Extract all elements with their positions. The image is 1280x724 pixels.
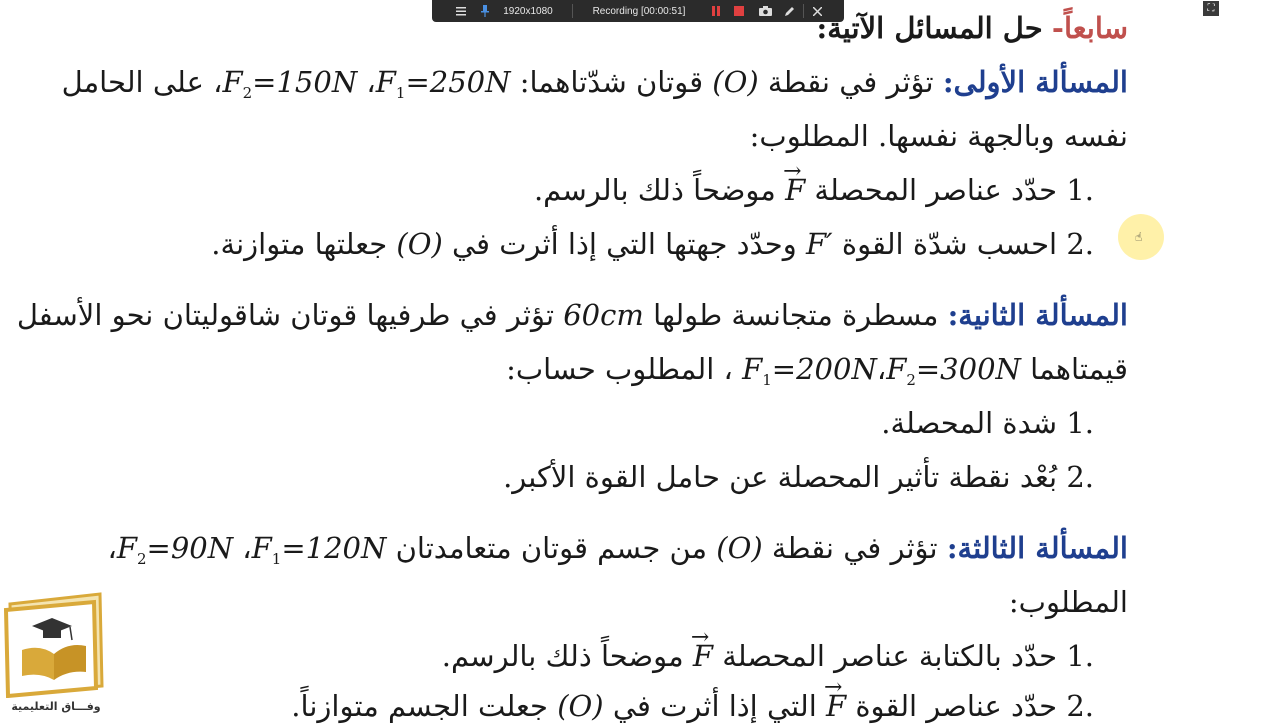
problem1-label: المسألة الأولى:	[942, 65, 1128, 99]
section-label: سابعاً-	[1051, 11, 1128, 45]
menu-icon[interactable]	[454, 0, 468, 22]
problem1-text: ، على الحامل	[61, 65, 223, 99]
force-f2: $F_2=90N$	[116, 531, 234, 568]
force-f1: $F_1=200N$	[742, 352, 877, 389]
section-title: حل المسائل الآتية:	[816, 11, 1043, 45]
vector-f: → F	[693, 638, 713, 674]
force-f2: $F_2=150N$	[222, 65, 358, 102]
vector-f-prime: F′	[805, 227, 833, 261]
point-o: (O)	[716, 531, 763, 565]
problem1-item1: 1. حدّد عناصر المحصلة → F موضحاً ذلك بالرسم.	[534, 172, 1094, 208]
force-f1: $F_1=120N$	[251, 531, 387, 568]
logo-text: وفـــاق التعليمية	[11, 700, 101, 713]
wefaq-logo	[2, 590, 110, 702]
problem3-item1: 1. حدّد بالكتابة عناصر المحصلة → F موضحاً ذلك بالرسم.	[442, 638, 1094, 674]
recording-status: Recording [00:00:51]	[592, 5, 686, 17]
length-value: 60cm	[563, 298, 644, 332]
problem3-line2: المطلوب:	[1008, 585, 1128, 619]
force-f1: $F_1=250N$	[375, 65, 511, 102]
problem3-item2: 2. حدّد عناصر القوة → F التي إذا أثرت في (O) جعلت الجسم متوازناً.	[291, 688, 1094, 724]
vector-f: → F	[785, 172, 805, 208]
pause-icon[interactable]	[708, 0, 724, 22]
resolution-label: 1920x1080	[503, 5, 553, 17]
problem2-line2: قيمتاهما $F_2=300N،F_1=200N$ ، المطلوب حساب:	[506, 352, 1128, 389]
problem3-label: المسألة الثالثة:	[946, 531, 1128, 565]
problem2-item2: 2. بُعْد نقطة تأثير المحصلة عن حامل القوة الأكبر.	[503, 460, 1094, 494]
problem2-item1: 1. شدة المحصلة.	[881, 406, 1094, 440]
stop-icon[interactable]	[731, 0, 747, 22]
problem1-line2: نفسه وبالجهة نفسها. المطلوب:	[749, 119, 1128, 153]
problem2-label: المسألة الثانية:	[947, 298, 1128, 332]
force-f2: $F_2=300N$	[886, 352, 1021, 389]
cursor-highlight: ☝	[1118, 214, 1164, 260]
pen-icon[interactable]	[781, 0, 797, 22]
fullscreen-button[interactable]: ⛶	[1203, 1, 1219, 16]
recording-toolbar	[432, 0, 844, 22]
problem1-item2: 2. احسب شدّة القوة F′ وحدّد جهتها التي إذا أثرت في (O) جعلتها متوازنة.	[211, 227, 1094, 261]
problem3-line1: المسألة الثالثة: تؤثر في نقطة (O) من جسم قوتان متعامدتان $F_1=120N،$ $F_2=90N،$	[107, 531, 1128, 568]
vector-f: → F	[826, 688, 846, 724]
problem1-text: قوتان شدّتاهما:	[519, 65, 704, 99]
point-o: (O)	[712, 65, 759, 99]
section-heading	[817, 10, 1128, 46]
problem2-line1: المسألة الثانية: مسطرة متجانسة طولها 60cm تؤثر في طرفيها قوتان شاقوليتان نحو الأسفل	[16, 298, 1128, 332]
problem1-text: تؤثر في نقطة	[767, 65, 934, 99]
problem1-line1: المسألة الأولى: تؤثر في نقطة (O) قوتان شدّتاهما: $F_1=250N،$ $F_2=150N،$ على الحامل	[61, 65, 1128, 102]
pin-icon[interactable]	[478, 0, 492, 22]
camera-icon[interactable]	[757, 0, 773, 22]
